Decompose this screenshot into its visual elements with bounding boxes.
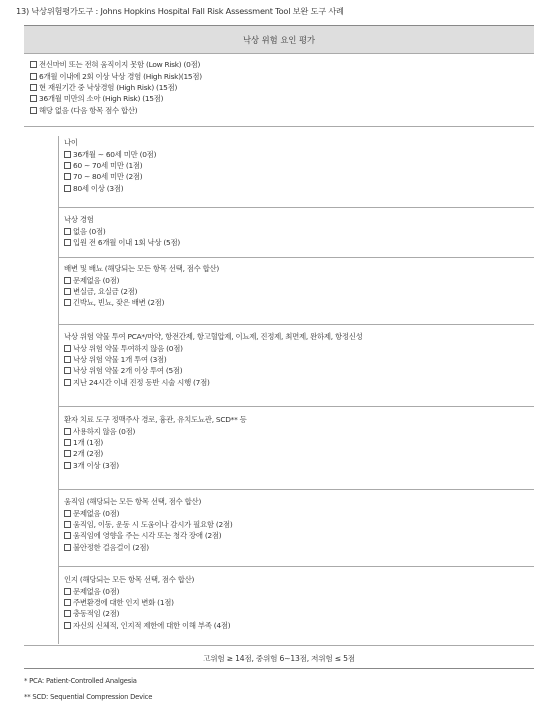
initial-item[interactable]: 6개월 이내에 2회 이상 낙상 경험 (High Risk)(15점) xyxy=(30,70,534,81)
checkbox[interactable] xyxy=(64,622,71,629)
section-heading: 환자 치료 도구 정맥주사 경로, 흉관, 유치도뇨관, SCD** 등 xyxy=(64,415,247,425)
table-header-label: 낙상 위험 요인 평가 xyxy=(242,34,316,45)
checkbox[interactable] xyxy=(64,151,71,158)
checkbox[interactable] xyxy=(30,61,37,68)
option[interactable]: 70 ∼ 80세 미만 (2점) xyxy=(64,171,534,182)
risk-summary-text: 고위험 ≥ 14점, 중위험 6∼13점, 저위험 ≤ 5점 xyxy=(203,654,355,663)
checkbox[interactable] xyxy=(64,462,71,469)
option[interactable]: 2개 (2점) xyxy=(64,448,534,459)
checkbox[interactable] xyxy=(64,173,71,180)
checkbox[interactable] xyxy=(64,588,71,595)
checkbox[interactable] xyxy=(64,450,71,457)
checkbox[interactable] xyxy=(30,95,37,102)
checkbox[interactable] xyxy=(64,544,71,551)
initial-item[interactable]: 현 재원기간 중 낙상경험 (High Risk) (15점) xyxy=(30,82,534,93)
checkbox[interactable] xyxy=(30,73,37,80)
section-age xyxy=(58,127,534,208)
section-cognition xyxy=(58,567,534,645)
checkbox[interactable] xyxy=(64,228,71,235)
checkbox[interactable] xyxy=(64,356,71,363)
option[interactable]: 주변환경에 대한 인지 변화 (1점) xyxy=(64,597,534,608)
option[interactable]: 낙상 위험 약물 1개 투여 (3점) xyxy=(64,354,534,365)
option[interactable]: 3개 이상 (3점) xyxy=(64,460,534,471)
checkbox[interactable] xyxy=(64,367,71,374)
footnote-pca: * PCA: Patient-Controlled Analgesia xyxy=(24,677,137,685)
checkbox[interactable] xyxy=(64,299,71,306)
document-title: 13) 낙상위험평가도구 : Johns Hopkins Hospital Fall Risk Assessment Tool 보완 도구 사례 xyxy=(16,6,344,16)
option[interactable]: 입원 전 6개월 이내 1회 낙상 (5점) xyxy=(64,237,534,248)
option[interactable]: 자신의 신체적, 인지적 제한에 대한 이해 부족 (4점) xyxy=(64,620,534,631)
option[interactable]: 지난 24시간 이내 진정 동반 시술 시행 (7점) xyxy=(64,377,534,388)
risk-summary xyxy=(24,645,534,671)
section-elimination xyxy=(58,258,534,325)
option[interactable]: 문제없음 (0점) xyxy=(64,585,534,596)
checkbox[interactable] xyxy=(64,610,71,617)
section-heading: 나이 xyxy=(64,138,78,148)
footnote-scd: ** SCD: Sequential Compression Device xyxy=(24,693,153,701)
checkbox[interactable] xyxy=(30,107,37,114)
section-heading: 낙상 경험 xyxy=(64,215,94,225)
option[interactable]: 80세 이상 (3점) xyxy=(64,183,534,194)
option[interactable]: 불안정한 걸음걸이 (2점) xyxy=(64,542,534,553)
option[interactable]: 없음 (0점) xyxy=(64,225,534,236)
option[interactable]: 문제없음 (0점) xyxy=(64,274,534,285)
section-medications xyxy=(58,325,534,407)
option[interactable]: 충동적임 (2점) xyxy=(64,608,534,619)
checkbox[interactable] xyxy=(64,162,71,169)
option[interactable]: 사용하지 않음 (0점) xyxy=(64,425,534,436)
checkbox[interactable] xyxy=(64,521,71,528)
checkbox[interactable] xyxy=(64,185,71,192)
checkbox[interactable] xyxy=(64,532,71,539)
checkbox[interactable] xyxy=(30,84,37,91)
checkbox[interactable] xyxy=(64,379,71,386)
checkbox[interactable] xyxy=(64,239,71,246)
section-heading: 낙상 위험 약물 투여 PCA*/마약, 항전간제, 항고혈압제, 이뇨제, 진정제, 최면제, 완하제, 항정신성 xyxy=(64,332,363,342)
fall-risk-assessment-table xyxy=(24,25,534,669)
checkbox[interactable] xyxy=(64,510,71,517)
option[interactable]: 낙상 위험 약물 투여하지 않음 (0점) xyxy=(64,342,534,353)
checkbox[interactable] xyxy=(64,345,71,352)
option[interactable]: 36개월 ∼ 60세 미만 (0점) xyxy=(64,148,534,159)
section-heading: 움직임 (해당되는 모든 항목 선택, 점수 합산) xyxy=(64,497,202,507)
option[interactable]: 변실금, 요실금 (2점) xyxy=(64,286,534,297)
checkbox[interactable] xyxy=(64,599,71,606)
section-patient-care-equipment xyxy=(58,407,534,490)
initial-item[interactable]: 36개월 미만의 소아 (High Risk) (15점) xyxy=(30,93,534,104)
option[interactable]: 60 ∼ 70세 미만 (1점) xyxy=(64,160,534,171)
option[interactable]: 긴박뇨, 빈뇨, 잦은 배변 (2점) xyxy=(64,297,534,308)
section-mobility xyxy=(58,490,534,567)
checkbox[interactable] xyxy=(64,277,71,284)
checkbox[interactable] xyxy=(64,428,71,435)
section-fall-history xyxy=(58,208,534,258)
option[interactable]: 낙상 위험 약물 2개 이상 투여 (5점) xyxy=(64,365,534,376)
option[interactable]: 1개 (1점) xyxy=(64,437,534,448)
option[interactable]: 움직임, 이동, 운동 시 도움이나 감시가 필요함 (2점) xyxy=(64,519,534,530)
checkbox[interactable] xyxy=(64,439,71,446)
initial-item[interactable]: 해당 없음 (다음 항목 점수 합산) xyxy=(30,105,534,116)
checkbox[interactable] xyxy=(64,288,71,295)
initial-items-group xyxy=(24,59,534,116)
section-heading: 인지 (해당되는 모든 항목 선택, 점수 합산) xyxy=(64,575,195,585)
option[interactable]: 움직임에 영향을 주는 시각 또는 청각 장애 (2점) xyxy=(64,530,534,541)
option[interactable]: 문제없음 (0점) xyxy=(64,507,534,518)
section-heading: 배변 및 배뇨 (해당되는 모든 항목 선택, 점수 합산) xyxy=(64,264,220,274)
initial-item[interactable]: 전신마비 또는 전혀 움직이지 못함 (Low Risk) (0점) xyxy=(30,59,534,70)
table-header xyxy=(24,26,534,54)
